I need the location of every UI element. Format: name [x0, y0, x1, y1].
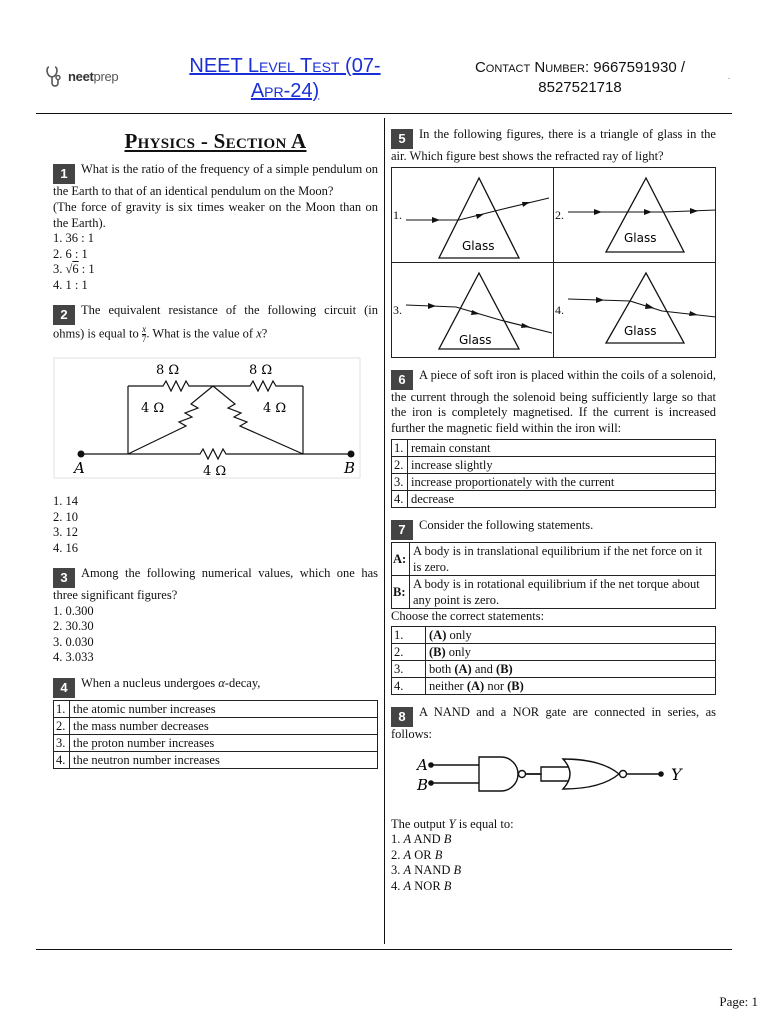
option-1[interactable]: 1. the atomic number increases	[54, 700, 378, 717]
question-number: 2	[53, 305, 75, 325]
option-4[interactable]: 4. 1 : 1	[53, 277, 88, 292]
option-1[interactable]: 1. remain constant	[392, 439, 716, 456]
option-4[interactable]: 4. 3.033	[53, 650, 94, 665]
question-5	[391, 127, 716, 358]
question-text: Consider the following statements.	[419, 517, 594, 532]
question-4: 4 When a nucleus undergoes α-decay, 1. the atomic number increases 2. the mass number decreases 3. the proton number increases 4. the neutron number increases	[53, 676, 378, 769]
title-line-1: NEET Level Test (07-	[189, 55, 381, 77]
label-mid-right: 4 Ω	[263, 401, 287, 417]
option-4[interactable]: 4. the neutron number increases	[54, 751, 378, 768]
question-number: 5	[391, 129, 413, 149]
label-top-right: 8 Ω	[249, 363, 273, 379]
option-2[interactable]: 2. 10	[53, 509, 78, 524]
question-3	[53, 566, 378, 666]
figures-table	[391, 167, 716, 358]
question-6	[391, 368, 716, 508]
footer-divider	[36, 949, 732, 950]
output-statement: The output Y is equal to:	[391, 816, 514, 831]
svg-text:B: B	[417, 775, 429, 794]
label-top-left: 8 Ω	[156, 363, 180, 379]
option-2[interactable]: 2. increase slightly	[392, 456, 716, 473]
svg-text:Glass: Glass	[459, 332, 492, 347]
left-column	[53, 128, 378, 779]
option-2[interactable]: 2. the mass number decreases	[54, 717, 378, 734]
figure-4[interactable]: 4. Glass	[554, 262, 716, 357]
svg-text:Glass: Glass	[462, 238, 495, 253]
contact-phone-1: : 9667591930 /	[584, 59, 686, 76]
prism-figure-4	[566, 265, 716, 357]
node-a: A	[74, 459, 85, 478]
question-note: (The force of gravity is six times weaker on the Moon than on the Earth).	[53, 199, 378, 230]
label-bottom: 4 Ω	[203, 464, 227, 480]
option-3[interactable]: 3. the proton number increases	[54, 734, 378, 751]
right-column	[391, 127, 716, 904]
svg-text:Glass: Glass	[624, 323, 657, 338]
choose-instruction: Choose the correct statements:	[391, 608, 545, 623]
question-number: 6	[391, 370, 413, 390]
page-header	[0, 0, 768, 112]
option-1[interactable]: 1. 0.300	[53, 603, 94, 618]
resistor-circuit	[53, 356, 363, 480]
section-title: Physics - Section A	[124, 129, 307, 153]
figure-3[interactable]: 3. Glass	[392, 262, 554, 357]
neetprep-logo	[44, 64, 118, 90]
option-3[interactable]: 3. √6 : 1	[53, 262, 95, 277]
option-3[interactable]: 3. 12	[53, 525, 78, 540]
question-1	[53, 162, 378, 293]
question-text: Among the following numerical values, which one has three significant figures?	[53, 566, 378, 603]
sqrt-symbol: √6	[65, 262, 79, 277]
option-2[interactable]: 2. (B) only	[392, 644, 716, 661]
contact-label: Contact Number	[474, 59, 585, 76]
option-1[interactable]: 1. 36 : 1	[53, 231, 94, 246]
header-divider	[36, 113, 732, 114]
prism-figure-1	[404, 170, 554, 262]
question-text: A NAND and a NOR gate are connected in series, as follows:	[391, 705, 716, 742]
prism-figure-3	[404, 265, 554, 357]
statement-a: A: A body is in translational equilibrium if the net force on it is zero.	[392, 542, 716, 575]
stethoscope-icon	[44, 64, 66, 90]
question-text: In the following figures, there is a triangle of glass in the air. Which figure best shows the refracted ray of light?	[391, 127, 716, 163]
header-dot: .	[728, 72, 730, 81]
svg-text:Y: Y	[671, 764, 682, 784]
option-2[interactable]: 2. 30.30	[53, 619, 94, 634]
column-divider	[384, 118, 385, 944]
question-7	[391, 518, 716, 696]
option-1[interactable]: 1. 14	[53, 494, 78, 509]
contact-phone-2: 8527521718	[538, 79, 622, 96]
option-4[interactable]: 4. neither (A) nor (B)	[392, 678, 716, 695]
statements-table	[391, 542, 716, 609]
svg-text:Glass: Glass	[624, 230, 657, 245]
page-number: Page: 1	[719, 994, 758, 1009]
options-table	[391, 439, 716, 508]
statement-b: B: A body is in rotational equilibrium if the net torque about any point is zero.	[392, 575, 716, 608]
question-text: What is the ratio of the frequency of a simple pendulum on the Earth to that of an identical pendulum on the Moon?	[53, 162, 378, 199]
option-1[interactable]: 1. A AND B	[391, 832, 452, 847]
question-number: 4	[53, 678, 75, 698]
fraction: $\frac{x}{7}$	[141, 324, 147, 345]
option-2[interactable]: 2. A OR B	[391, 847, 443, 862]
option-3[interactable]: 3. A NAND B	[391, 863, 462, 878]
title-line-2: Apr-24)	[250, 80, 320, 102]
question-2: 2 The equivalent resistance of the following circuit (in ohms) is equal to $\frac{x}{7}$ . What is the value of x? 8 Ω 8 Ω 4 Ω 4 Ω 4 Ω A B 1. 14 2. 10 3. 12 4. 16	[53, 303, 378, 555]
test-title-link[interactable]	[160, 54, 410, 104]
prism-figure-2	[566, 170, 716, 262]
question-number: 8	[391, 707, 413, 727]
option-2[interactable]: 2. 6 : 1	[53, 246, 88, 261]
question-number: 7	[391, 520, 413, 540]
node-b: B	[344, 459, 356, 478]
option-4[interactable]: 4. A NOR B	[391, 878, 452, 893]
option-1[interactable]: 1. (A) only	[392, 627, 716, 644]
option-3[interactable]: 3. increase proportionately with the current	[392, 473, 716, 490]
option-4[interactable]: 4. 16	[53, 540, 78, 555]
question-number: 3	[53, 568, 75, 588]
figure-1[interactable]: 1. Glass	[392, 167, 554, 262]
question-text: A piece of soft iron is placed within the coils of a solenoid, the current through the solenoid being sufficiently large so that the iron is completely magnetised. If the current is increased further the magnetic field within the iron will:	[391, 367, 716, 435]
label-mid-left: 4 Ω	[141, 401, 165, 417]
option-3[interactable]: 3. 0.030	[53, 634, 94, 649]
option-4[interactable]: 4. decrease	[392, 490, 716, 507]
figure-2[interactable]: 2. Glass	[554, 167, 716, 262]
contact-number	[440, 58, 720, 98]
logic-gate-diagram	[391, 749, 701, 809]
option-3[interactable]: 3. both (A) and (B)	[392, 661, 716, 678]
logo-text: neetprep	[68, 68, 119, 84]
question-8	[391, 705, 716, 894]
svg-text:A: A	[417, 755, 428, 774]
options-table	[391, 626, 716, 695]
options-table	[53, 700, 378, 769]
question-number: 1	[53, 164, 75, 184]
